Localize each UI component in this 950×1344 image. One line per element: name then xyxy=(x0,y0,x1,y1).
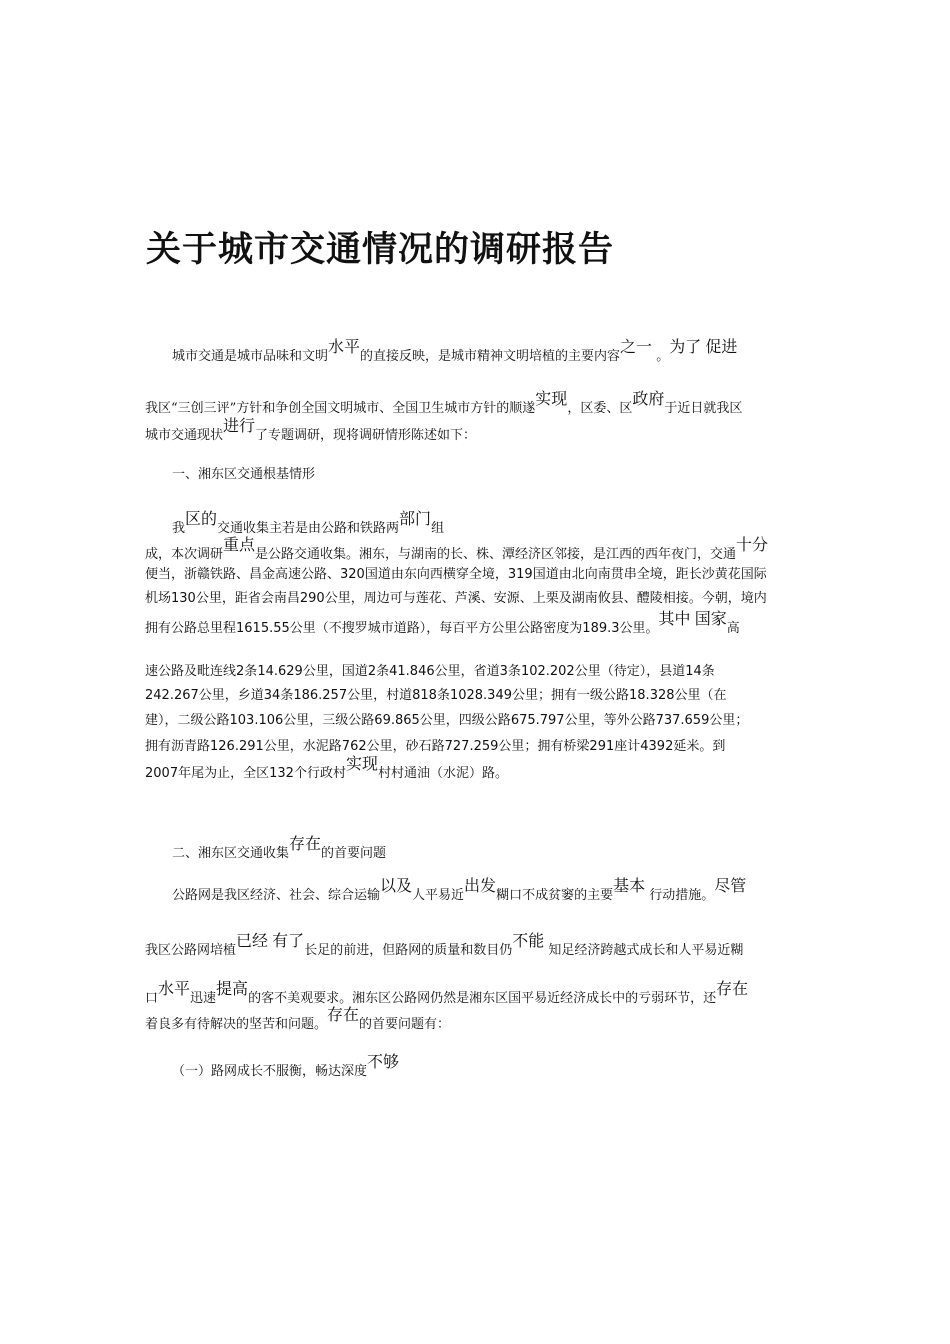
emphasis-word: 政府 xyxy=(632,389,665,408)
text-line: 便当，浙赣铁路、昌金高速公路、320国道由东向西横穿全境，319国道由北向南贯串全境，距长沙黄花国际 xyxy=(145,567,767,582)
emphasis-word: 不够 xyxy=(367,1052,400,1071)
emphasis-word: 水平 xyxy=(158,979,191,998)
number: 2 xyxy=(236,664,245,679)
report-title: 关于城市交通情况的调研报告 xyxy=(146,230,615,270)
emphasis-word: 实现 xyxy=(345,754,378,773)
text-line: （一）路网成长不服衡，畅达深度不够 xyxy=(172,1052,400,1079)
text-line: 城市交通现状进行了专题调研，现将调研情形陈述如下： xyxy=(145,416,477,443)
number: 130 xyxy=(171,591,196,606)
emphasis-word: 区的 xyxy=(185,509,218,528)
number: 132 xyxy=(269,766,294,781)
emphasis-word: 出发 xyxy=(464,876,497,895)
text-line: 机场130公里，距省会南昌290公里，周边可与莲花、芦溪、安源、上栗及湖南攸县、醴陵相接。今朝，境内 xyxy=(145,591,767,606)
number: 727.259 xyxy=(444,739,499,754)
text-line: 我区公路网培植已经 有了长足的前进，但路网的质量和数目仍不能 知足经济跨越式成长和人平易近糊 xyxy=(145,931,744,958)
number: 818 xyxy=(412,688,437,703)
text-line: 我区“三创三评”方针和争创全国文明城市、全国卫生城市方针的顺遂实现，区委、区政府于近日就我区 xyxy=(145,389,743,416)
text-line: 拥有公路总里程1615.55公里（不搜罗城市道路），每百平方公里公路密度为189.3公里。其中 国家高 xyxy=(145,609,740,636)
emphasis-word: 国家 xyxy=(694,609,727,628)
number: 762 xyxy=(341,739,367,754)
text-line: 我区的交通收集主若是由公路和铁路两部门组 xyxy=(172,509,445,536)
emphasis-word: 水平 xyxy=(328,337,361,356)
emphasis-word: 部门 xyxy=(399,509,432,528)
text-line: 口水平迅速提高的客不美观要求。湘东区公路网仍然是湘东区国平易近经济成长中的亏弱环节，还存在 xyxy=(145,979,749,1006)
number: 189.3 xyxy=(582,621,620,636)
emphasis-word: 实现 xyxy=(535,389,568,408)
number: 737.659 xyxy=(655,713,710,728)
emphasis-word: 之一 xyxy=(620,337,653,356)
text-line: 一、湘东区交通根基情形 xyxy=(172,467,316,482)
emphasis-word: 十分 xyxy=(736,535,769,554)
text-line: 242.267公里，乡道34条186.257公里，村道818条1028.349公里；拥有一级公路18.328公里（在 xyxy=(145,688,727,703)
text-line: 公路网是我区经济、社会、综合运输以及人平易近出发糊口不成贫窭的主要基本 行动措施。尽管 xyxy=(172,876,747,903)
emphasis-word: 进行 xyxy=(223,416,256,435)
number: 291 xyxy=(589,739,615,754)
number: 320 xyxy=(340,567,365,582)
emphasis-word: 已经 xyxy=(236,931,269,950)
emphasis-word: 存在 xyxy=(327,1005,360,1024)
number: 2007 xyxy=(145,766,179,781)
number: 675.797 xyxy=(510,713,565,728)
number: 69.865 xyxy=(374,713,420,728)
number: 1028.349 xyxy=(449,688,512,703)
number: 18.328 xyxy=(629,688,675,703)
text-line: 城市交通是城市品味和文明水平的直接反映，是城市精神文明培植的主要内容之一 。为了 促进 xyxy=(172,337,738,364)
emphasis-word: 基本 xyxy=(613,876,646,895)
emphasis-word: 促进 xyxy=(705,337,738,356)
text-line: 速公路及毗连线2条14.629公里，国道2条41.846公里，省道3条102.202公里（待定），县道14条 xyxy=(145,664,715,679)
number: 1615.55 xyxy=(236,621,290,636)
emphasis-word: 不能 xyxy=(512,931,545,950)
emphasis-word: 存在 xyxy=(716,979,749,998)
number: 41.846 xyxy=(389,664,435,679)
number: 14 xyxy=(685,664,702,679)
number: 186.257 xyxy=(293,688,348,703)
emphasis-word: 为了 xyxy=(669,337,702,356)
text-line: 2007年尾为止，全区132个行政村实现村村通油（水泥）路。 xyxy=(145,754,508,781)
emphasis-word: 提高 xyxy=(216,979,249,998)
text-line: 成，本次调研重点是公路交通收集。湘东，与湖南的长、株、潭经济区邻接，是江西的西年夜门，交通十分 xyxy=(145,535,769,562)
emphasis-word: 存在 xyxy=(289,834,322,853)
number: 3 xyxy=(499,664,508,679)
emphasis-word: 尽管 xyxy=(714,876,747,895)
text-line: 着良多有待解决的坚苦和问题。存在的首要问题有： xyxy=(145,1005,451,1032)
number: 103.106 xyxy=(229,713,284,728)
emphasis-word: 重点 xyxy=(223,535,256,554)
number: 126.291 xyxy=(210,739,264,754)
number: 2 xyxy=(367,664,377,679)
number: 34 xyxy=(263,688,281,703)
emphasis-word: 以及 xyxy=(380,876,413,895)
text-line: 建），二级公路103.106公里，三级公路69.865公里，四级公路675.797公里，等外公路737.659公里； xyxy=(145,713,749,728)
number: 14.629 xyxy=(257,664,303,679)
number: 319 xyxy=(507,567,533,582)
number: 4392 xyxy=(640,739,674,754)
emphasis-word: 其中 xyxy=(658,609,691,628)
emphasis-word: 有了 xyxy=(272,931,305,950)
number: 290 xyxy=(299,591,325,606)
number: 102.202 xyxy=(520,664,575,679)
text-line: 拥有沥青路126.291公里，水泥路762公里，砂石路727.259公里；拥有桥梁291座计4392延米。到 xyxy=(145,739,726,754)
number: 242.267 xyxy=(145,688,199,703)
text-line: 二、湘东区交通收集存在的首要问题 xyxy=(172,834,387,861)
